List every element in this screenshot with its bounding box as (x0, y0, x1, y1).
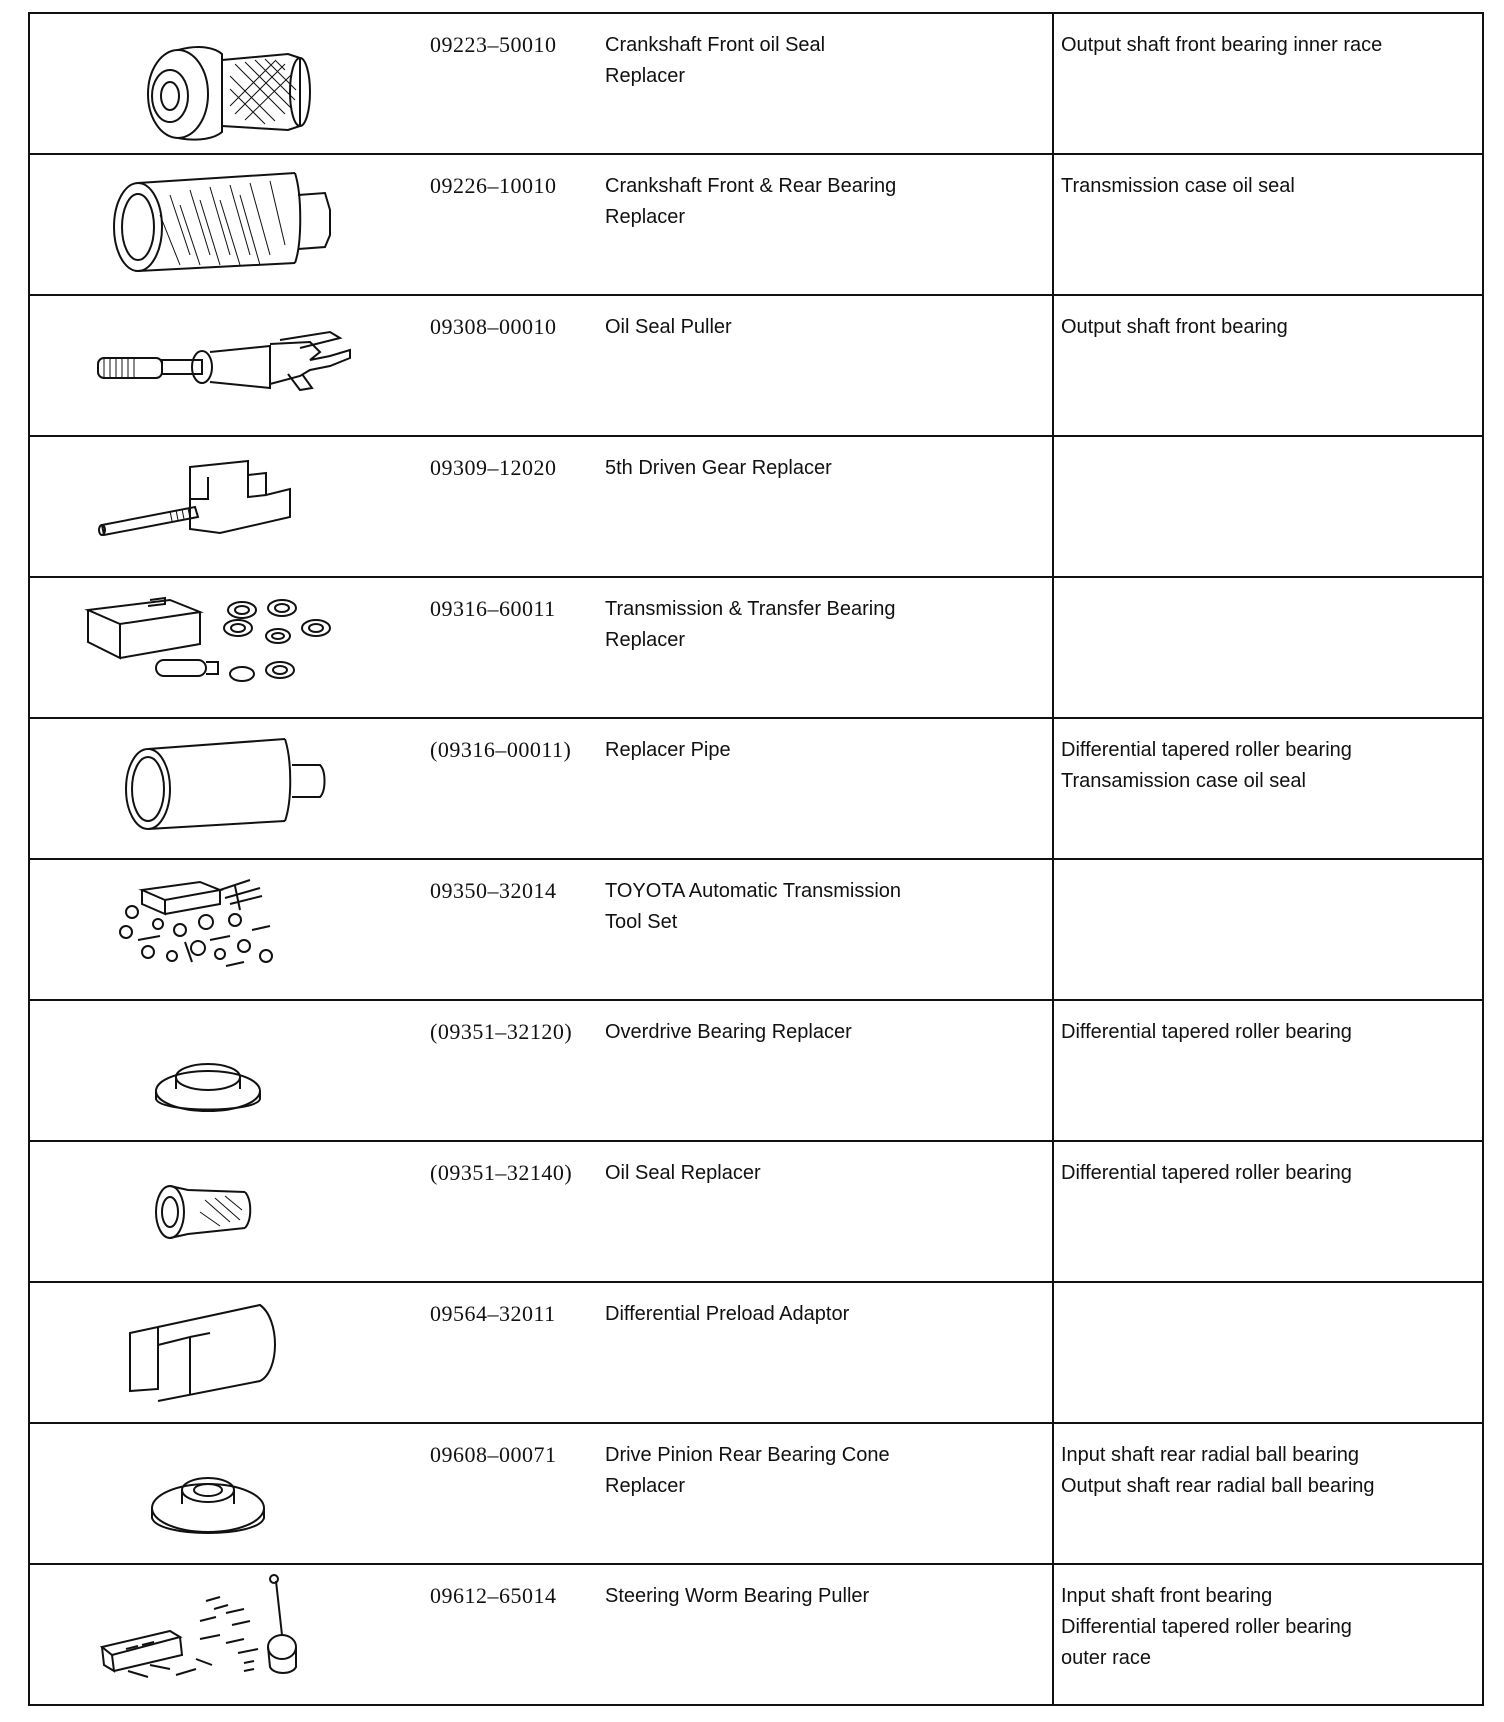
table-row (29, 577, 1483, 718)
tool-name-line: Replacer (605, 1475, 686, 1497)
usage-line: Input shaft front bearing (1061, 1585, 1273, 1607)
oil-seal-puller-icon (30, 296, 420, 435)
part-number-cell (420, 436, 598, 577)
tool-name-line: TOYOTA Automatic Transmission (605, 880, 902, 902)
tool-name-line: Replacer (605, 629, 686, 651)
tool-name-line: Replacer (605, 206, 686, 228)
usage-cell (1053, 1141, 1483, 1282)
table-row (29, 13, 1483, 154)
small-seal-replacer-icon (30, 1142, 420, 1281)
bearing-puller-set-icon (30, 1565, 420, 1704)
part-number-cell (420, 1564, 598, 1705)
bearing-cone-replacer-icon (30, 1424, 420, 1563)
tool-name-line: Differential Preload Adaptor (605, 1303, 850, 1325)
part-number: 09309–12020 (430, 455, 557, 480)
table-row (29, 1564, 1483, 1705)
tool-name-line: Oil Seal Replacer (605, 1162, 761, 1184)
part-number-cell (420, 1000, 598, 1141)
illustration-cell (29, 577, 420, 718)
usage-cell (1053, 1423, 1483, 1564)
tool-name-cell (598, 1423, 1053, 1564)
tool-name-line: Drive Pinion Rear Bearing Cone (605, 1444, 890, 1466)
table-row (29, 859, 1483, 1000)
tool-name-cell (598, 1564, 1053, 1705)
tool-name-line: Steering Worm Bearing Puller (605, 1585, 870, 1607)
part-number: 09226–10010 (430, 173, 557, 198)
usage-cell (1053, 859, 1483, 1000)
tool-set-icon (30, 860, 420, 999)
tool-name-cell (598, 1282, 1053, 1423)
disc-replacer-icon (30, 1001, 420, 1140)
illustration-cell (29, 859, 420, 1000)
usage-line: outer race (1061, 1647, 1152, 1669)
special-service-tools-table (28, 12, 1484, 1706)
tool-name-line: Crankshaft Front oil Seal (605, 34, 826, 56)
illustration-cell (29, 1423, 420, 1564)
bearing-replacer-set-icon (30, 578, 420, 717)
tool-name-line: Transmission & Transfer Bearing (605, 598, 896, 620)
illustration-cell (29, 1564, 420, 1705)
replacer-pipe-icon (30, 719, 420, 858)
usage-line: Output shaft rear radial ball bearing (1061, 1475, 1375, 1497)
oil-seal-replacer-tool-icon (30, 14, 420, 153)
part-number: 09316–60011 (430, 596, 556, 621)
bearing-replacer-pipe-icon (30, 155, 420, 294)
part-number: 09350–32014 (430, 878, 557, 903)
usage-line: Transmission case oil seal (1061, 175, 1295, 197)
usage-cell (1053, 13, 1483, 154)
table-row (29, 436, 1483, 577)
tool-name-cell (598, 718, 1053, 859)
part-number-cell (420, 1423, 598, 1564)
table-row (29, 1282, 1483, 1423)
usage-cell (1053, 718, 1483, 859)
tool-name-line: Replacer Pipe (605, 739, 731, 761)
part-number: (09351–32140) (430, 1160, 573, 1185)
preload-adaptor-icon (30, 1283, 420, 1422)
part-number: (09351–32120) (430, 1019, 573, 1044)
part-number-cell (420, 718, 598, 859)
tool-name-cell (598, 1000, 1053, 1141)
usage-cell (1053, 1000, 1483, 1141)
usage-cell (1053, 1282, 1483, 1423)
tool-name-line: Overdrive Bearing Replacer (605, 1021, 852, 1043)
usage-line: Output shaft front bearing (1061, 316, 1288, 338)
table-row (29, 295, 1483, 436)
table-row (29, 718, 1483, 859)
usage-cell (1053, 577, 1483, 718)
illustration-cell (29, 1282, 420, 1423)
part-number: 09608–00071 (430, 1442, 557, 1467)
usage-cell (1053, 154, 1483, 295)
table-row (29, 154, 1483, 295)
illustration-cell (29, 1141, 420, 1282)
tool-name-cell (598, 1141, 1053, 1282)
part-number: 09564–32011 (430, 1301, 556, 1326)
tool-name-line: 5th Driven Gear Replacer (605, 457, 832, 479)
usage-line: Output shaft front bearing inner race (1061, 34, 1383, 56)
tool-name-cell (598, 577, 1053, 718)
usage-cell (1053, 295, 1483, 436)
illustration-cell (29, 436, 420, 577)
part-number-cell (420, 295, 598, 436)
part-number: (09316–00011) (430, 737, 572, 762)
tool-name-line: Replacer (605, 65, 686, 87)
part-number: 09308–00010 (430, 314, 557, 339)
illustration-cell (29, 154, 420, 295)
usage-cell (1053, 436, 1483, 577)
usage-line: Differential tapered roller bearing (1061, 1616, 1352, 1638)
part-number: 09612–65014 (430, 1583, 557, 1608)
tool-name-line: Oil Seal Puller (605, 316, 732, 338)
illustration-cell (29, 295, 420, 436)
gear-replacer-icon (30, 437, 420, 576)
illustration-cell (29, 718, 420, 859)
part-number: 09223–50010 (430, 32, 557, 57)
usage-line: Transamission case oil seal (1061, 770, 1306, 792)
tool-name-line: Tool Set (605, 911, 678, 933)
tool-name-cell (598, 154, 1053, 295)
part-number-cell (420, 859, 598, 1000)
illustration-cell (29, 1000, 420, 1141)
usage-line: Differential tapered roller bearing (1061, 1021, 1352, 1043)
table-row (29, 1423, 1483, 1564)
part-number-cell (420, 154, 598, 295)
tool-name-cell (598, 859, 1053, 1000)
tool-name-cell (598, 436, 1053, 577)
usage-cell (1053, 1564, 1483, 1705)
tool-name-cell (598, 295, 1053, 436)
part-number-cell (420, 1141, 598, 1282)
usage-line: Differential tapered roller bearing (1061, 739, 1352, 761)
table-row (29, 1141, 1483, 1282)
usage-line: Differential tapered roller bearing (1061, 1162, 1352, 1184)
usage-line: Input shaft rear radial ball bearing (1061, 1444, 1359, 1466)
part-number-cell (420, 577, 598, 718)
table-row (29, 1000, 1483, 1141)
illustration-cell (29, 13, 420, 154)
part-number-cell (420, 13, 598, 154)
tool-name-cell (598, 13, 1053, 154)
part-number-cell (420, 1282, 598, 1423)
tool-name-line: Crankshaft Front & Rear Bearing (605, 175, 897, 197)
